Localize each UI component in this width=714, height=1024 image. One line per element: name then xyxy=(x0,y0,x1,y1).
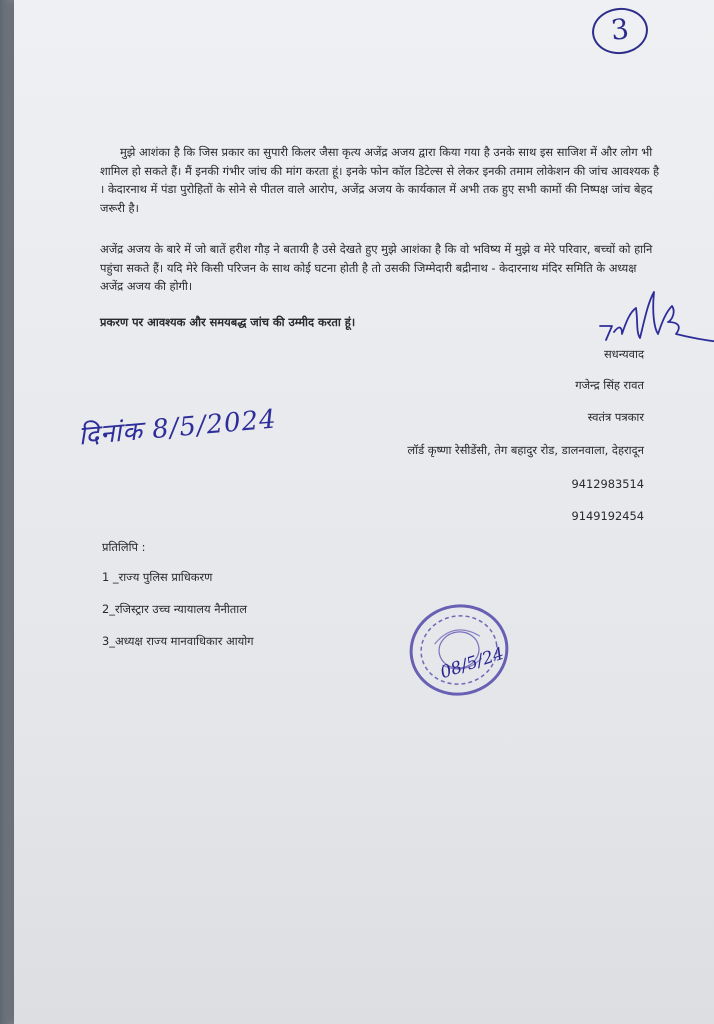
official-stamp-seal xyxy=(398,592,520,709)
sender-name: गजेन्द्र सिंह रावत xyxy=(575,378,644,392)
handwritten-date: दिनांक 8/5/2024 xyxy=(77,404,278,452)
handwritten-signature xyxy=(592,282,714,344)
closing-thanks: सधन्यवाद xyxy=(603,347,644,361)
copy-to-item: 1 _राज्य पुलिस प्राधिकरण xyxy=(102,570,213,584)
paragraph-3: प्रकरण पर आवश्यक और समयबद्ध जांच की उम्मीद करता हूं। xyxy=(100,315,356,329)
letter-page xyxy=(14,0,714,1024)
copy-to-title: प्रतिलिपि : xyxy=(102,540,146,554)
paragraph-1: मुझे आशंका है कि जिस प्रकार का सुपारी किलर जैसा कृत्य अजेंद्र अजय द्वारा किया गया है उनके साथ इस साजिश में और लोग भी शामिल हो सकते हैं। मैं इनकी गंभीर जांच की मांग करता हूं। इनके फोन कॉल डिटेल्स से लेकर इनकी तमाम लोकेशन की जांच आवश्यक है । केदारनाथ में पंडा पुरोहितों के सोने से पीतल वाले आरोप, अजेंद्र अजय के कार्यकाल में अभी तक हुए सभी कामों की निष्पक्ष जांच बेहद जरूरी है। xyxy=(100,145,660,215)
copy-to-item: 2_रजिस्ट्रार उच्च न्यायालय नैनीताल xyxy=(102,602,247,616)
sender-phone-1: 9412983514 xyxy=(571,477,644,491)
paragraph-2: अजेंद्र अजय के बारे में जो बातें हरीश गौड़ ने बतायी है उसे देखते हुए मुझे आशंका है कि वो भविष्य में मुझे व मेरे परिवार, बच्चों को हानि पहुंचा सकते हैं। यदि मेरे किसी परिजन के साथ कोई घटना होती है तो उसकी जिम्मेदारी बद्रीनाथ - केदारनाथ मंदिर समिति के अध्यक्ष अजेंद्र अजय की होगी। xyxy=(100,242,653,293)
sender-address: लॉर्ड कृष्णा रेसीडेंसी, तेग बहादुर रोड, डालनवाला, देहरादून xyxy=(407,443,644,457)
sender-designation: स्वतंत्र पत्रकार xyxy=(587,410,644,424)
page-number-circle: 3 xyxy=(590,5,651,57)
sender-phone-2: 9149192454 xyxy=(571,509,644,523)
seal-date: 08/5/24 xyxy=(437,643,507,684)
copy-to-item: 3_अध्यक्ष राज्य मानवाधिकार आयोग xyxy=(102,634,254,648)
